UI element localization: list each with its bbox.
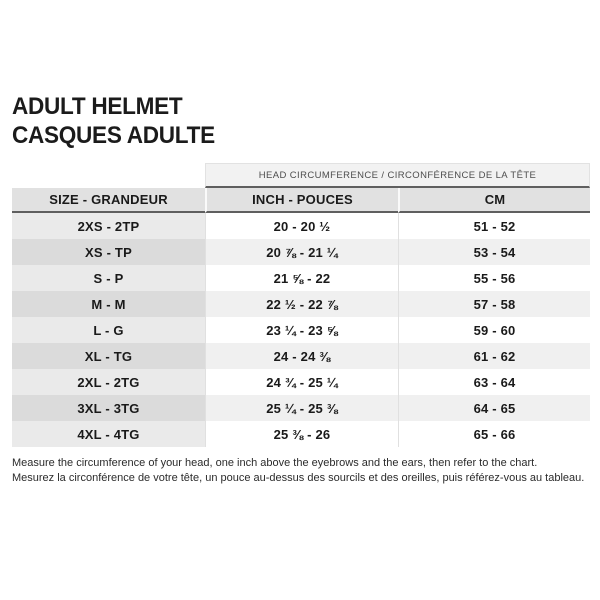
cm-cell: 51 - 52 — [398, 213, 590, 239]
table-row — [12, 421, 590, 447]
cm-cell: 59 - 60 — [398, 317, 590, 343]
head-circumference-header: HEAD CIRCUMFERENCE / CIRCONFÉRENCE DE LA TÊTE — [205, 163, 590, 188]
cm-cell: 55 - 56 — [398, 265, 590, 291]
size-cell: L - G — [12, 317, 205, 343]
size-cell: S - P — [12, 265, 205, 291]
cm-cell: 57 - 58 — [398, 291, 590, 317]
instruction-english: Measure the circumference of your head, one inch above the eyebrows and the ears, then refer to the chart. — [12, 457, 538, 469]
inch-cell: 21 ⅝ - 22 — [205, 265, 398, 291]
table-row — [12, 291, 590, 317]
size-cell: XL - TG — [12, 343, 205, 369]
table-row — [12, 213, 590, 239]
span-header-spacer — [12, 163, 205, 188]
title-english: ADULT HELMET — [12, 93, 183, 120]
table-span-header-row — [12, 163, 590, 188]
cm-cell: 65 - 66 — [398, 421, 590, 447]
table-row — [12, 317, 590, 343]
inch-cell: 24 - 24 ⅜ — [205, 343, 398, 369]
size-cell: 2XS - 2TP — [12, 213, 205, 239]
column-header-size: SIZE - GRANDEUR — [12, 188, 205, 213]
size-cell: 4XL - 4TG — [12, 421, 205, 447]
inch-cell: 20 ⅞ - 21 ¼ — [205, 239, 398, 265]
cm-cell: 64 - 65 — [398, 395, 590, 421]
title-french: CASQUES ADULTE — [12, 122, 215, 149]
inch-cell: 20 - 20 ½ — [205, 213, 398, 239]
size-cell: XS - TP — [12, 239, 205, 265]
column-header-cm: CM — [398, 188, 590, 213]
inch-cell: 25 ¼ - 25 ⅜ — [205, 395, 398, 421]
cm-cell: 61 - 62 — [398, 343, 590, 369]
size-cell: M - M — [12, 291, 205, 317]
table-row — [12, 369, 590, 395]
table-row — [12, 395, 590, 421]
table-row — [12, 265, 590, 291]
size-cell: 2XL - 2TG — [12, 369, 205, 395]
inch-cell: 22 ½ - 22 ⅞ — [205, 291, 398, 317]
inch-cell: 23 ¼ - 23 ⅝ — [205, 317, 398, 343]
table-row — [12, 343, 590, 369]
column-header-inch: INCH - POUCES — [205, 188, 398, 213]
inch-cell: 25 ⅜ - 26 — [205, 421, 398, 447]
measurement-instructions — [12, 456, 588, 486]
cm-cell: 53 - 54 — [398, 239, 590, 265]
table-column-header-row — [12, 188, 590, 213]
inch-cell: 24 ¾ - 25 ¼ — [205, 369, 398, 395]
table-row — [12, 239, 590, 265]
size-cell: 3XL - 3TG — [12, 395, 205, 421]
cm-cell: 63 - 64 — [398, 369, 590, 395]
page-title — [12, 92, 228, 150]
helmet-size-table — [12, 163, 590, 447]
instruction-french: Mesurez la circonférence de votre tête, un pouce au-dessus des sourcils et des oreilles, puis référez-vous au tableau. — [12, 472, 585, 484]
